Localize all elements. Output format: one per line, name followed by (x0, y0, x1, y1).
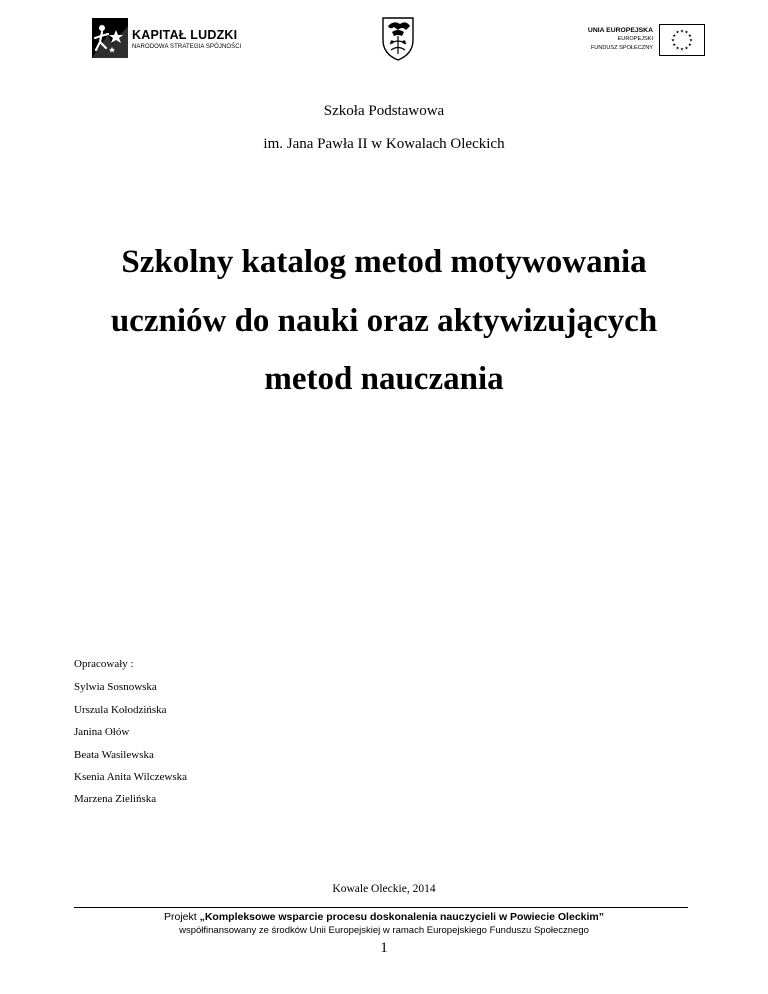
coat-of-arms-icon (380, 14, 416, 62)
svg-text:★: ★ (675, 30, 680, 36)
author-name: Urszula Kołodzińska (74, 704, 167, 716)
author-name: Sylwia Sosnowska (74, 681, 157, 693)
author-name: Ksenia Anita Wilczewska (74, 771, 187, 783)
kapital-ludzki-subtitle: NARODOWA STRATEGIA SPÓJNOŚCI (132, 44, 242, 50)
authors-label: Opracowały : (74, 658, 134, 670)
kapital-ludzki-logo (88, 14, 288, 64)
footer-project-name: „Kompleksowe wsparcie procesu doskonalenia nauczycieli w Powiecie Oleckim” (199, 911, 604, 923)
eu-logo-line1: UNIA EUROPEJSKA (587, 27, 653, 34)
svg-text:★: ★ (675, 46, 680, 52)
document-title-line-1: Szkolny katalog metod motywowania (121, 244, 647, 280)
svg-text:★: ★ (689, 38, 693, 44)
svg-text:★: ★ (672, 43, 677, 48)
svg-text:★: ★ (684, 46, 689, 52)
svg-text:★: ★ (671, 38, 675, 44)
eu-logo-line3: FUNDUSZ SPOŁECZNY (590, 45, 653, 51)
school-patron: im. Jana Pawła II w Kowalach Oleckich (263, 136, 505, 152)
author-name: Marzena Zielińska (74, 793, 157, 805)
kapital-ludzki-title: KAPITAŁ LUDZKI (132, 28, 238, 42)
footer-project-line (0, 911, 768, 923)
kapital-ludzki-logo-icon (88, 14, 130, 62)
footer-project-prefix: Projekt (163, 911, 200, 923)
author-name: Beata Wasilewska (74, 749, 154, 761)
svg-text:★: ★ (672, 34, 677, 39)
eu-flag-icon (659, 24, 705, 56)
document-title-line-2: uczniów do nauki oraz aktywizujących (110, 303, 658, 339)
footer-cofinance-line: współfinansowany ze środków Unii Europejskiej w ramach Europejskiego Funduszu Społecznego (179, 925, 589, 936)
place-and-date: Kowale Oleckie, 2014 (332, 883, 436, 895)
eu-logo (560, 24, 705, 58)
svg-text:★: ★ (684, 30, 689, 36)
svg-text:★: ★ (680, 47, 684, 53)
footer-divider (74, 907, 688, 908)
document-title-line-3: metod nauczania (264, 361, 504, 397)
author-name: Janina Ołów (74, 726, 130, 738)
page-number: 1 (380, 940, 388, 956)
svg-text:★: ★ (687, 34, 692, 39)
svg-text:★: ★ (687, 43, 692, 48)
eu-logo-line2: EUROPEJSKI (617, 36, 653, 42)
svg-text:★: ★ (680, 29, 684, 35)
school-name: Szkoła Podstawowa (323, 103, 445, 119)
eu-logo-text (588, 26, 653, 53)
